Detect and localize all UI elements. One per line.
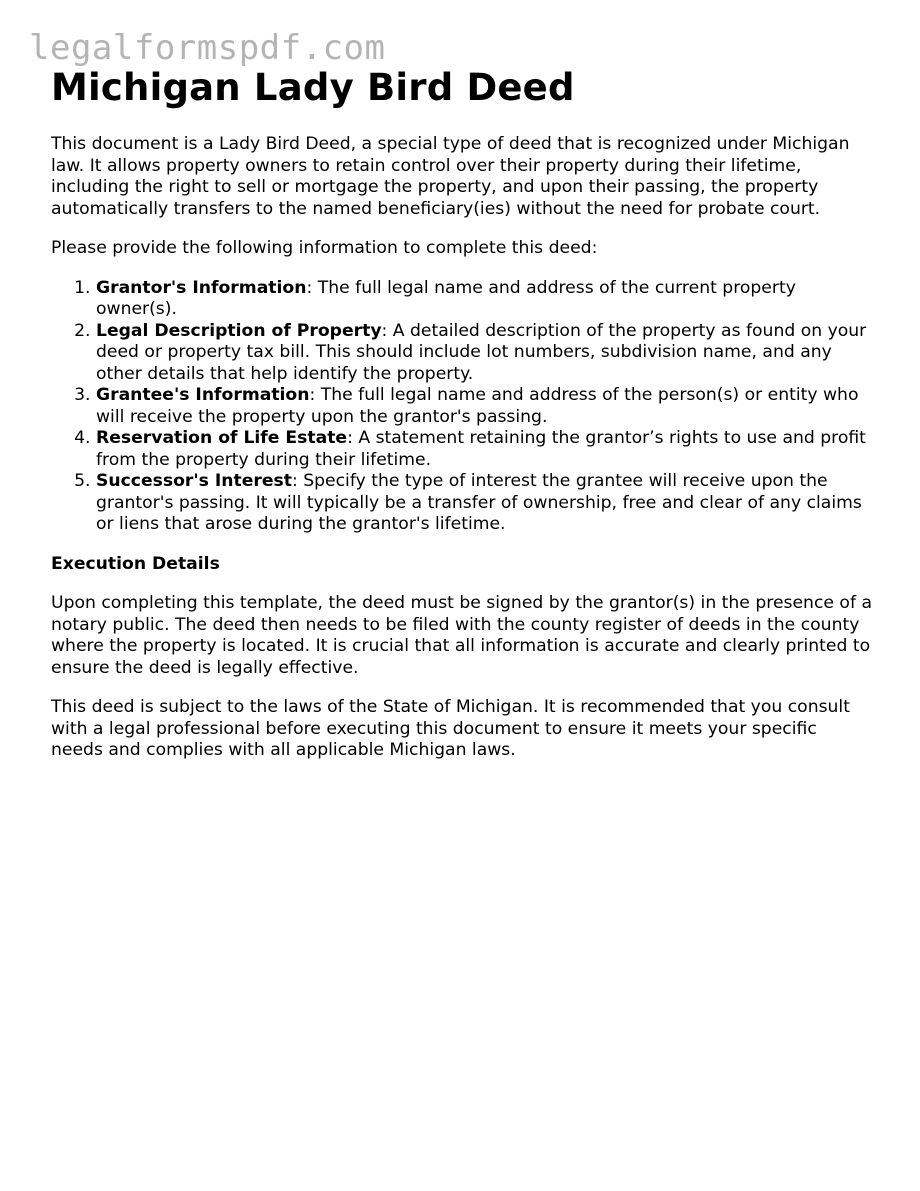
document-body xyxy=(51,64,873,762)
list-item xyxy=(96,278,873,321)
execution-paragraph: Upon completing this template, the deed must be signed by the grantor(s) in the presence of a notary public. The deed then needs to be filed with the county register of deeds in the county where the property is located. It is crucial that all information is accurate and clearly printed to ensure the deed is legally effective. xyxy=(51,593,872,678)
required-information-list xyxy=(51,278,873,536)
list-item-term: Grantee's Information xyxy=(96,385,310,405)
list-item-text: : The full legal name and address of the current property owner(s). xyxy=(96,277,796,319)
list-item-text: : The full legal name and address of the person(s) or entity who will receive the property upon the grantor's passing. xyxy=(96,385,859,427)
law-paragraph: This deed is subject to the laws of the State of Michigan. It is recommended that you consult with a legal professional before executing this document to ensure it meets your specific needs and complies with all applicable Michigan laws. xyxy=(51,697,850,760)
page-title: Michigan Lady Bird Deed xyxy=(51,66,575,109)
list-item-term: Reservation of Life Estate xyxy=(96,428,348,448)
list-item-text: : Specify the type of interest the grantee will receive upon the grantor's passing. It will typically be a transfer of ownership, free and clear of any claims or liens that arose during the grantor's lifetime. xyxy=(96,471,862,534)
list-item xyxy=(96,385,873,428)
list-item xyxy=(96,321,873,386)
execution-heading: Execution Details xyxy=(51,553,220,574)
list-item-text: : A statement retaining the grantor’s rights to use and profit from the property during their lifetime. xyxy=(96,428,866,470)
list-item xyxy=(96,471,873,536)
list-item-term: Legal Description of Property xyxy=(96,320,382,341)
list-item-text: : A detailed description of the property as found on your deed or property tax bill. This should include lot numbers, subdivision name, and any other details that help identify the property. xyxy=(96,320,867,384)
list-item xyxy=(96,428,873,471)
list-item-term: Successor's Interest xyxy=(96,471,292,491)
intro-paragraph: This document is a Lady Bird Deed, a special type of deed that is recognized under Michigan law. It allows property owners to retain control over their property during their lifetime, including the right to sell or mortgage the property, and upon their passing, the property automatically transfers to the named beneficiary(ies) without the need for probate court. xyxy=(51,134,850,219)
list-item-term: Grantor's Information xyxy=(96,277,307,298)
instructions-paragraph: Please provide the following information to complete this deed: xyxy=(51,238,598,258)
watermark: legalformspdf.com xyxy=(29,28,386,68)
